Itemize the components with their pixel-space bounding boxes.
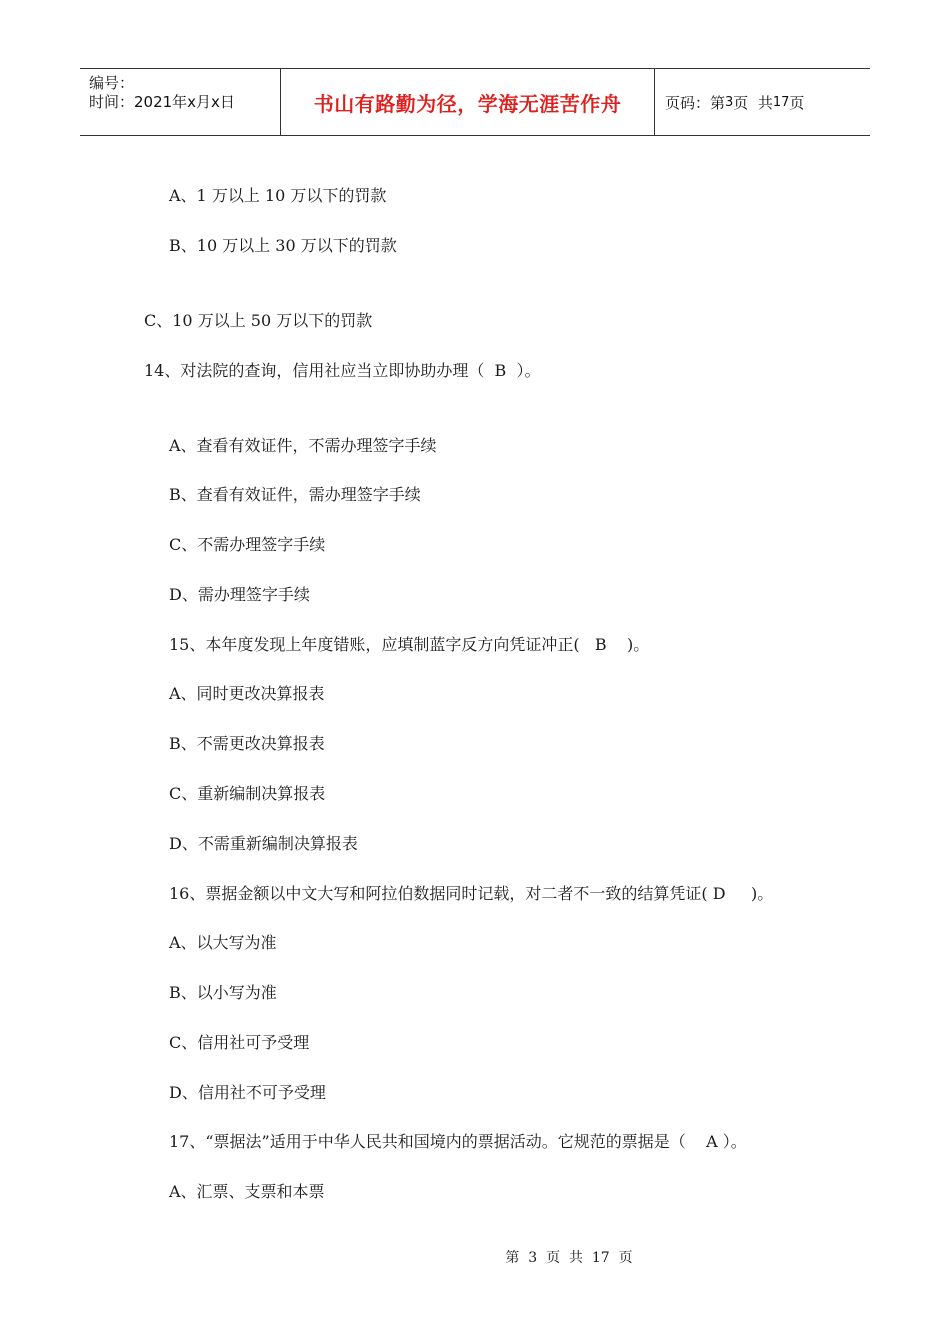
option-line: C、信用社可予受理	[169, 1033, 310, 1052]
option-line: C、重新编制决算报表	[169, 784, 326, 803]
option-line: D、不需重新编制决算报表	[169, 834, 358, 853]
number-label: 编号：	[89, 74, 135, 92]
option-line: A、以大写为准	[169, 933, 277, 952]
question-line: 17、“票据法”适用于中华人民共和国境内的票据活动。它规范的票据是（ A ）。	[169, 1132, 747, 1151]
option-line: B、10 万以上 30 万以下的罚款	[169, 236, 397, 255]
option-line: B、不需更改决算报表	[169, 734, 325, 753]
header-info-cell	[80, 69, 281, 135]
page-mid: 页 共	[733, 93, 773, 112]
page-total: 17	[772, 94, 790, 110]
option-line: C、不需办理签字手续	[169, 535, 326, 554]
page-footer	[0, 1247, 950, 1267]
question-line: 15、本年度发现上年度错账，应填制蓝字反方向凭证冲正( B )。	[169, 635, 650, 654]
option-line: D、信用社不可予受理	[169, 1083, 326, 1102]
header-motto: 书山有路勤为径，学海无涯苦作舟	[281, 69, 655, 135]
option-line: B、查看有效证件，需办理签字手续	[169, 485, 421, 504]
option-line: B、以小写为准	[169, 983, 277, 1002]
time-label: 时间：2021年x月x日	[89, 93, 235, 111]
page-suffix: 页	[789, 93, 805, 112]
page-header	[80, 68, 870, 136]
question-line: 16、票据金额以中文大写和阿拉伯数据同时记载，对二者不一致的结算凭证( D )。	[169, 884, 774, 903]
option-line: A、1 万以上 10 万以下的罚款	[169, 186, 387, 205]
page-number: 3	[725, 94, 734, 110]
option-line: A、查看有效证件，不需办理签字手续	[169, 436, 437, 455]
option-line: A、汇票、支票和本票	[169, 1182, 325, 1201]
question-line: 14、对法院的查询，信用社应当立即协助办理（ B ）。	[144, 361, 541, 380]
option-line: C、10 万以上 50 万以下的罚款	[144, 311, 373, 330]
page-prefix: 页码：第	[665, 93, 726, 112]
footer-page-text: 第 3 页 共 17 页	[505, 1250, 633, 1266]
header-page-indicator	[655, 69, 870, 135]
option-line: D、需办理签字手续	[169, 585, 310, 604]
option-line: A、同时更改决算报表	[169, 684, 325, 703]
